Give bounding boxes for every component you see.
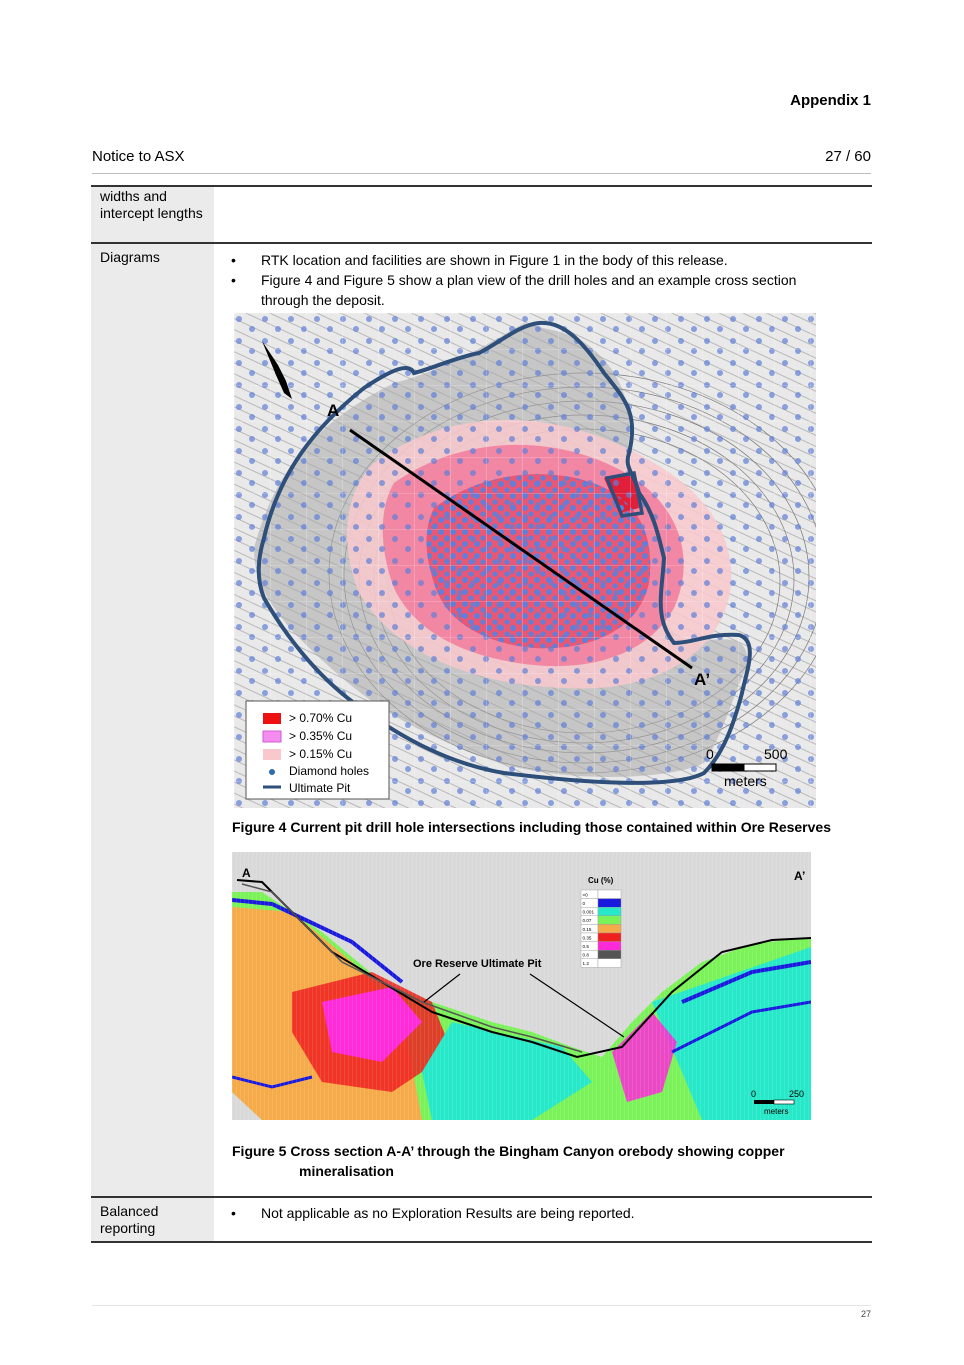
appendix-title: Appendix 1: [790, 92, 871, 109]
bullet-list: [231, 250, 842, 310]
cu-legend-swatch: [598, 959, 621, 968]
header-left: Notice to ASX: [92, 148, 185, 165]
legend-label: > 0.70% Cu: [289, 711, 353, 725]
table-row-widths: [91, 187, 872, 242]
cu-legend-swatch: [598, 899, 621, 908]
cu-legend-title: Cu (%): [588, 876, 614, 885]
cu-legend-label: 0.15: [582, 926, 592, 932]
cu-legend-swatch: [598, 933, 621, 942]
legend: [246, 701, 389, 799]
cu-legend-label: 0.35: [582, 935, 592, 941]
bullet-item: • RTK location and facilities are shown in Figure 1 in the body of this release.: [231, 250, 842, 270]
section-scale-bar-black: [754, 1100, 774, 1104]
cu-legend-label: 0.5: [582, 944, 589, 949]
label-a: A: [327, 401, 340, 420]
legend-label: > 0.35% Cu: [289, 729, 353, 743]
section-label-a: A: [242, 866, 251, 880]
legend-label: Ultimate Pit: [289, 781, 351, 795]
table-row-balanced: [91, 1198, 872, 1241]
scale-zero: 0: [706, 746, 714, 762]
cu-legend-swatch: [598, 924, 621, 933]
row-label: widths and intercept lengths: [91, 187, 214, 242]
section-scale-zero: 0: [751, 1089, 757, 1099]
section-scale-max: 250: [789, 1089, 805, 1099]
cu-legend-label: 0.07: [582, 918, 592, 924]
cu-legend-label: <0: [582, 892, 588, 898]
cu-legend-label: 0.001: [582, 909, 594, 915]
cu-legend: [581, 890, 621, 967]
figure-5-caption-line-1: Figure 5 Cross section A-A’ through the Bingham Canyon orebody showing copper: [232, 1143, 785, 1159]
legend-swatch: [263, 749, 281, 760]
row-content: [214, 1198, 872, 1241]
legend-swatch: [263, 713, 281, 724]
section-label-a-prime: A’: [794, 869, 806, 883]
figure-4-plan-view: [234, 313, 816, 808]
figure-5-cross-section: [232, 852, 811, 1120]
legend-swatch: [269, 769, 275, 775]
bullet-list: [231, 1203, 842, 1223]
cu-legend-label: 0: [582, 901, 586, 906]
cu-legend-swatch: [598, 907, 621, 916]
bullet-item: • Not applicable as no Exploration Results are being reported.: [231, 1203, 842, 1223]
cu-legend-label: 0.8: [582, 952, 589, 958]
row-label: Balanced reporting: [91, 1198, 214, 1241]
pit-label: Ore Reserve Ultimate Pit: [413, 958, 542, 970]
block-grid: [232, 852, 811, 1120]
bullet-item: • Figure 4 and Figure 5 show a plan view of the drill holes and an example cross section through the deposit.: [231, 270, 842, 310]
section-scale-unit: meters: [764, 1107, 789, 1116]
scale-max: 500: [764, 746, 788, 762]
figure-5-caption-line-2: mineralisation: [299, 1163, 394, 1179]
row-content: [214, 187, 872, 242]
cross-section: [232, 852, 811, 1120]
cu-legend-swatch: [598, 942, 621, 951]
scale-bar-black: [712, 764, 744, 771]
running-header: [92, 148, 871, 165]
header-rule: [92, 173, 871, 174]
scale-bar-white: [744, 764, 776, 771]
figure-4-caption: Figure 4 Current pit drill hole intersections including those contained within Ore Reserves: [232, 819, 831, 835]
plan-map: [234, 313, 816, 808]
cu-legend-label: 1.2: [582, 961, 589, 967]
label-a-prime: A’: [694, 670, 711, 689]
cu-legend-swatch: [598, 916, 621, 925]
cu-legend-swatch: [598, 890, 621, 899]
legend-label: > 0.15% Cu: [289, 747, 353, 761]
section-scale-bar-white: [774, 1100, 794, 1104]
cu-legend-swatch: [598, 950, 621, 959]
footer-rule: [92, 1305, 871, 1306]
scale-unit: meters: [724, 773, 767, 789]
header-page: 27 / 60: [825, 148, 871, 165]
table-rule-bottom: [91, 1241, 872, 1243]
footer-page-number: 27: [860, 1309, 871, 1319]
legend-swatch: [263, 731, 281, 742]
row-label: Diagrams: [91, 244, 214, 1196]
legend-label: Diamond holes: [289, 764, 370, 778]
